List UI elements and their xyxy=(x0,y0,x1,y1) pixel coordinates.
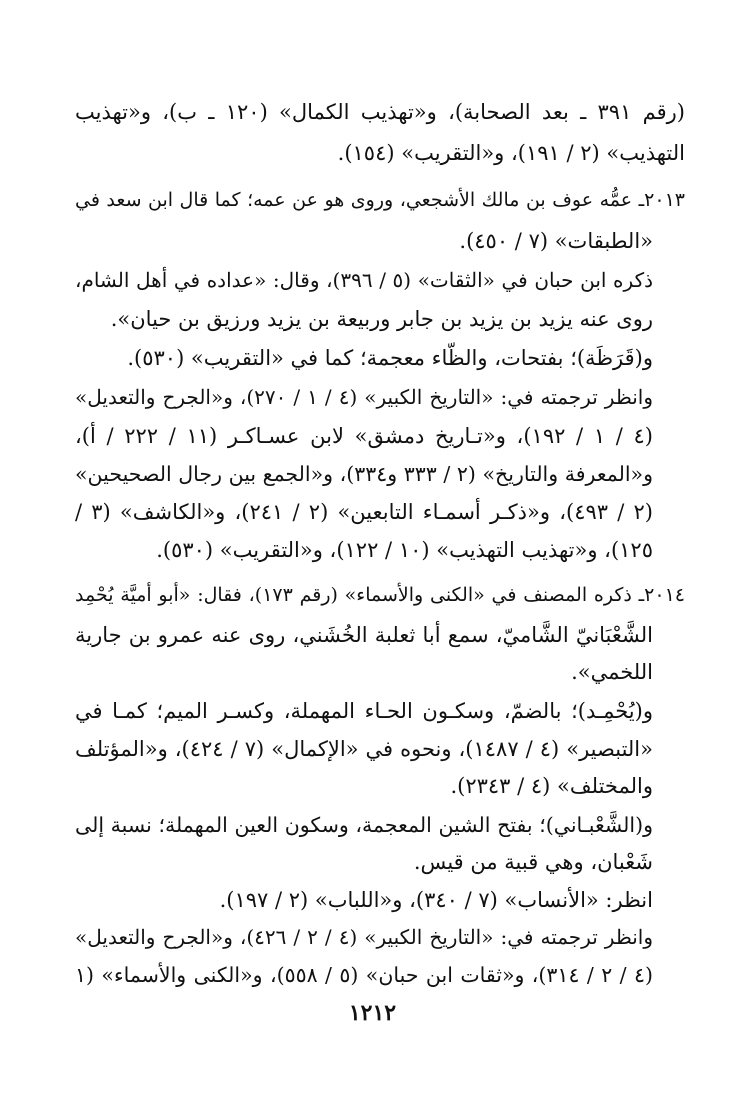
text-line: اللخمي». xyxy=(571,660,653,684)
text-line: شَعْبان، وهي قبية من قيس. xyxy=(413,850,653,874)
entry-2013-line: ٢٠١٣ـ عمُّه عوف بن مالك الأشجعي، وروى هو عن عمه؛ كما قال ابن سعد في xyxy=(75,189,685,211)
text-line: التهذيب» (٢ / ١٩١)، و«التقريب» (١٥٤). xyxy=(337,141,685,165)
entry-2014-line: ٢٠١٤ـ ذكره المصنف في «الكنى والأسماء» (رقم ١٧٣)، فقال: «أبو أميَّة يُحْمِد xyxy=(75,584,685,606)
text-line: و(الشَّعْبـاني)؛ بفتح الشين المعجمة، وسكون العين المهملة؛ نسبة إلى xyxy=(75,813,653,837)
text-line: ذكره ابن حبان في «الثقات» (٥ / ٣٩٦)، وقال: «عداده في أهل الشام، xyxy=(75,268,653,292)
text-line: و«المعرفة والتاريخ» (٢ / ٣٣٣ و٣٣٤)، و«الجمع بين رجال الصحيحين» xyxy=(75,462,653,486)
text-line: (٤ / ٢ / ٣١٤)، و«ثقات ابن حبان» (٥ / ٥٥٨)، و«الكنى والأسماء» (١ xyxy=(75,963,653,987)
text-line: (٢ / ٤٩٣)، و«ذكـر أسمـاء التابعين» (٢ / ٢٤١)، و«الكاشف» (٣ / xyxy=(75,500,653,524)
text-line: (رقم ٣٩١ ـ بعد الصحابة)، و«تهذيب الكمال» (١٢٠ ـ ب)، و«تهذيب xyxy=(75,100,685,124)
text-line: انظر: «الأنساب» (٧ / ٣٤٠)، و«اللباب» (٢ / ١٩٧). xyxy=(219,888,653,912)
text-line: وانظر ترجمته في: «التاريخ الكبير» (٤ / ١ / ٢٧٠)، و«الجرح والتعديل» xyxy=(75,385,653,409)
text-line: و(قَرَظَة)؛ بفتحات، والظَّاء معجمة؛ كما في «التقريب» (٥٣٠). xyxy=(127,346,653,370)
text-line: الشَّعْبَانيّ الشَّاميّ، سمع أبا ثعلبة الخُشَني، روى عنه عمرو بن جارية xyxy=(75,623,653,647)
text-line: وانظر ترجمته في: «التاريخ الكبير» (٤ / ٢ / ٤٢٦)، و«الجرح والتعديل» xyxy=(75,925,653,949)
page-number: ١٢١٢ xyxy=(348,1000,397,1026)
text-line: «التبصير» (٤ / ١٤٨٧)، ونحوه في «الإكمال» (٧ / ٤٢٤)، و«المؤتلف xyxy=(75,737,653,761)
text-line: و(يُحْمِـد)؛ بالضمّ، وسكـون الحـاء المهملة، وكسـر الميم؛ كمـا في xyxy=(75,699,653,723)
text-line: ١٢٥)، و«تهذيب التهذيب» (١٠ / ١٢٢)، و«التقريب» (٥٣٠). xyxy=(156,538,653,562)
text-line: «الطبقات» (٧ / ٤٥٠). xyxy=(459,229,653,253)
text-line: (٤ / ١ / ١٩٢)، و«تـاريخ دمشق» لابن عسـاكـر (١١ / ٢٢٢ / أ)، xyxy=(75,424,653,448)
text-line: والمختلف» (٤ / ٢٣٤٣). xyxy=(450,774,653,798)
text-line: روى عنه يزيد بن يزيد بن جابر وربيعة بن يزيد ورزيق بن حيان». xyxy=(110,307,653,331)
